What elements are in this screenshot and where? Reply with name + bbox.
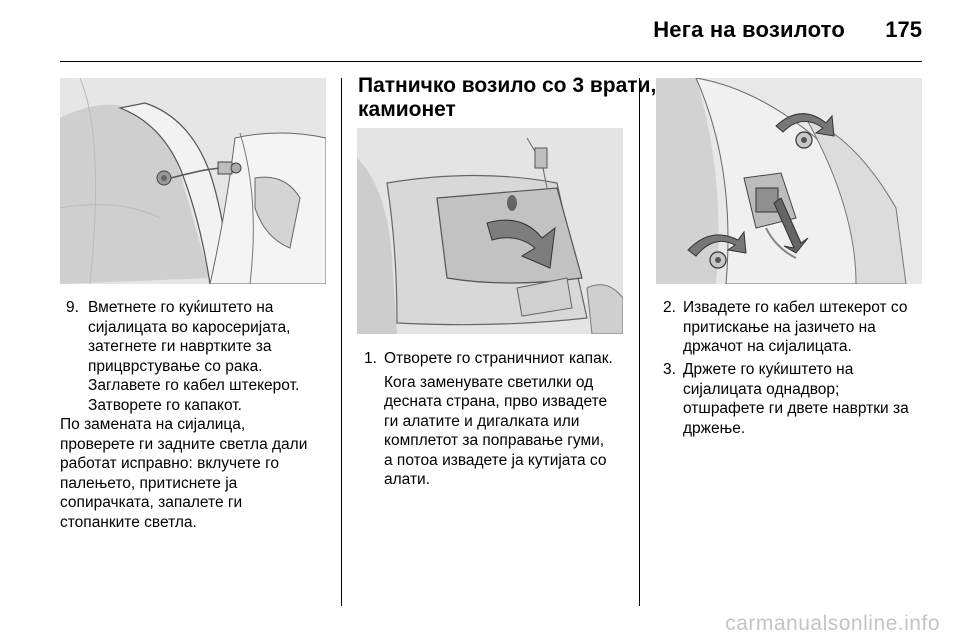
step-number: 2. [663,299,676,316]
header-rule [60,61,922,62]
step-line: Затворете го капакот. [88,396,242,414]
paragraph-line: работат исправно: вклучете го [60,455,280,472]
page-number: 175 [885,17,922,42]
step-number: 3. [663,361,676,378]
step-line: Вметнете го куќиштето на [88,299,274,316]
column-divider-right [639,78,640,606]
watermark: carmanualsonline.info [725,612,940,635]
section-heading [358,74,656,122]
step-note-line: Кога заменувате светилки од [384,373,594,391]
step-line: прицврстување со рака. [88,357,263,375]
step-note-line: алати. [384,471,431,488]
step-line: држење. [683,419,746,437]
illustration-side-cover [357,128,623,334]
step-line: Отворете го страничниот капак. [384,350,613,367]
heading-line: камионет [358,98,456,121]
step-line: држачот на сијалицата. [683,338,852,355]
step-line: Држете го куќиштето на [683,361,854,378]
column-divider-left [341,78,342,606]
paragraph-line: проверете ги задните светла дали [60,435,308,453]
step-line: Извадете го кабел штекерот со [683,299,908,316]
step-line: притискање на јазичето на [683,318,876,336]
paragraph-line: палењето, притиснете ја [60,474,238,492]
heading-line: Патничко возило со 3 врати, [358,74,657,97]
header-title: Нега на возилото [653,17,845,42]
step-line: сијалицата во каросеријата, [88,318,291,336]
illustration-unscrew-nuts [656,78,922,284]
step-number: 1. [364,350,377,367]
paragraph-line: стопанките светла. [60,513,197,531]
step-line: отшрафете ги двете навртки за [683,400,909,417]
step-line: сијалицата однадвор; [683,380,840,398]
step-line: затегнете ги навртките за [88,338,272,355]
paragraph-line: По замената на сијалица, [60,416,246,433]
illustration-bulb-housing-insert [60,78,326,284]
step-line: Заглавете го кабел штекерот. [88,377,300,394]
paragraph-line: сопирачката, запалете ги [60,494,243,511]
step-note-line: ги алатите и дигалката или [384,412,580,430]
page-header [0,0,960,62]
step-note-line: десната страна, прво извадете [384,393,608,410]
check-lights-paragraph [60,415,336,532]
step-note-line: комплетот за поправање гуми, [384,432,605,449]
step-note-line: а потоа извадете ја кутијата со [384,451,607,469]
step-number: 9. [66,299,79,316]
